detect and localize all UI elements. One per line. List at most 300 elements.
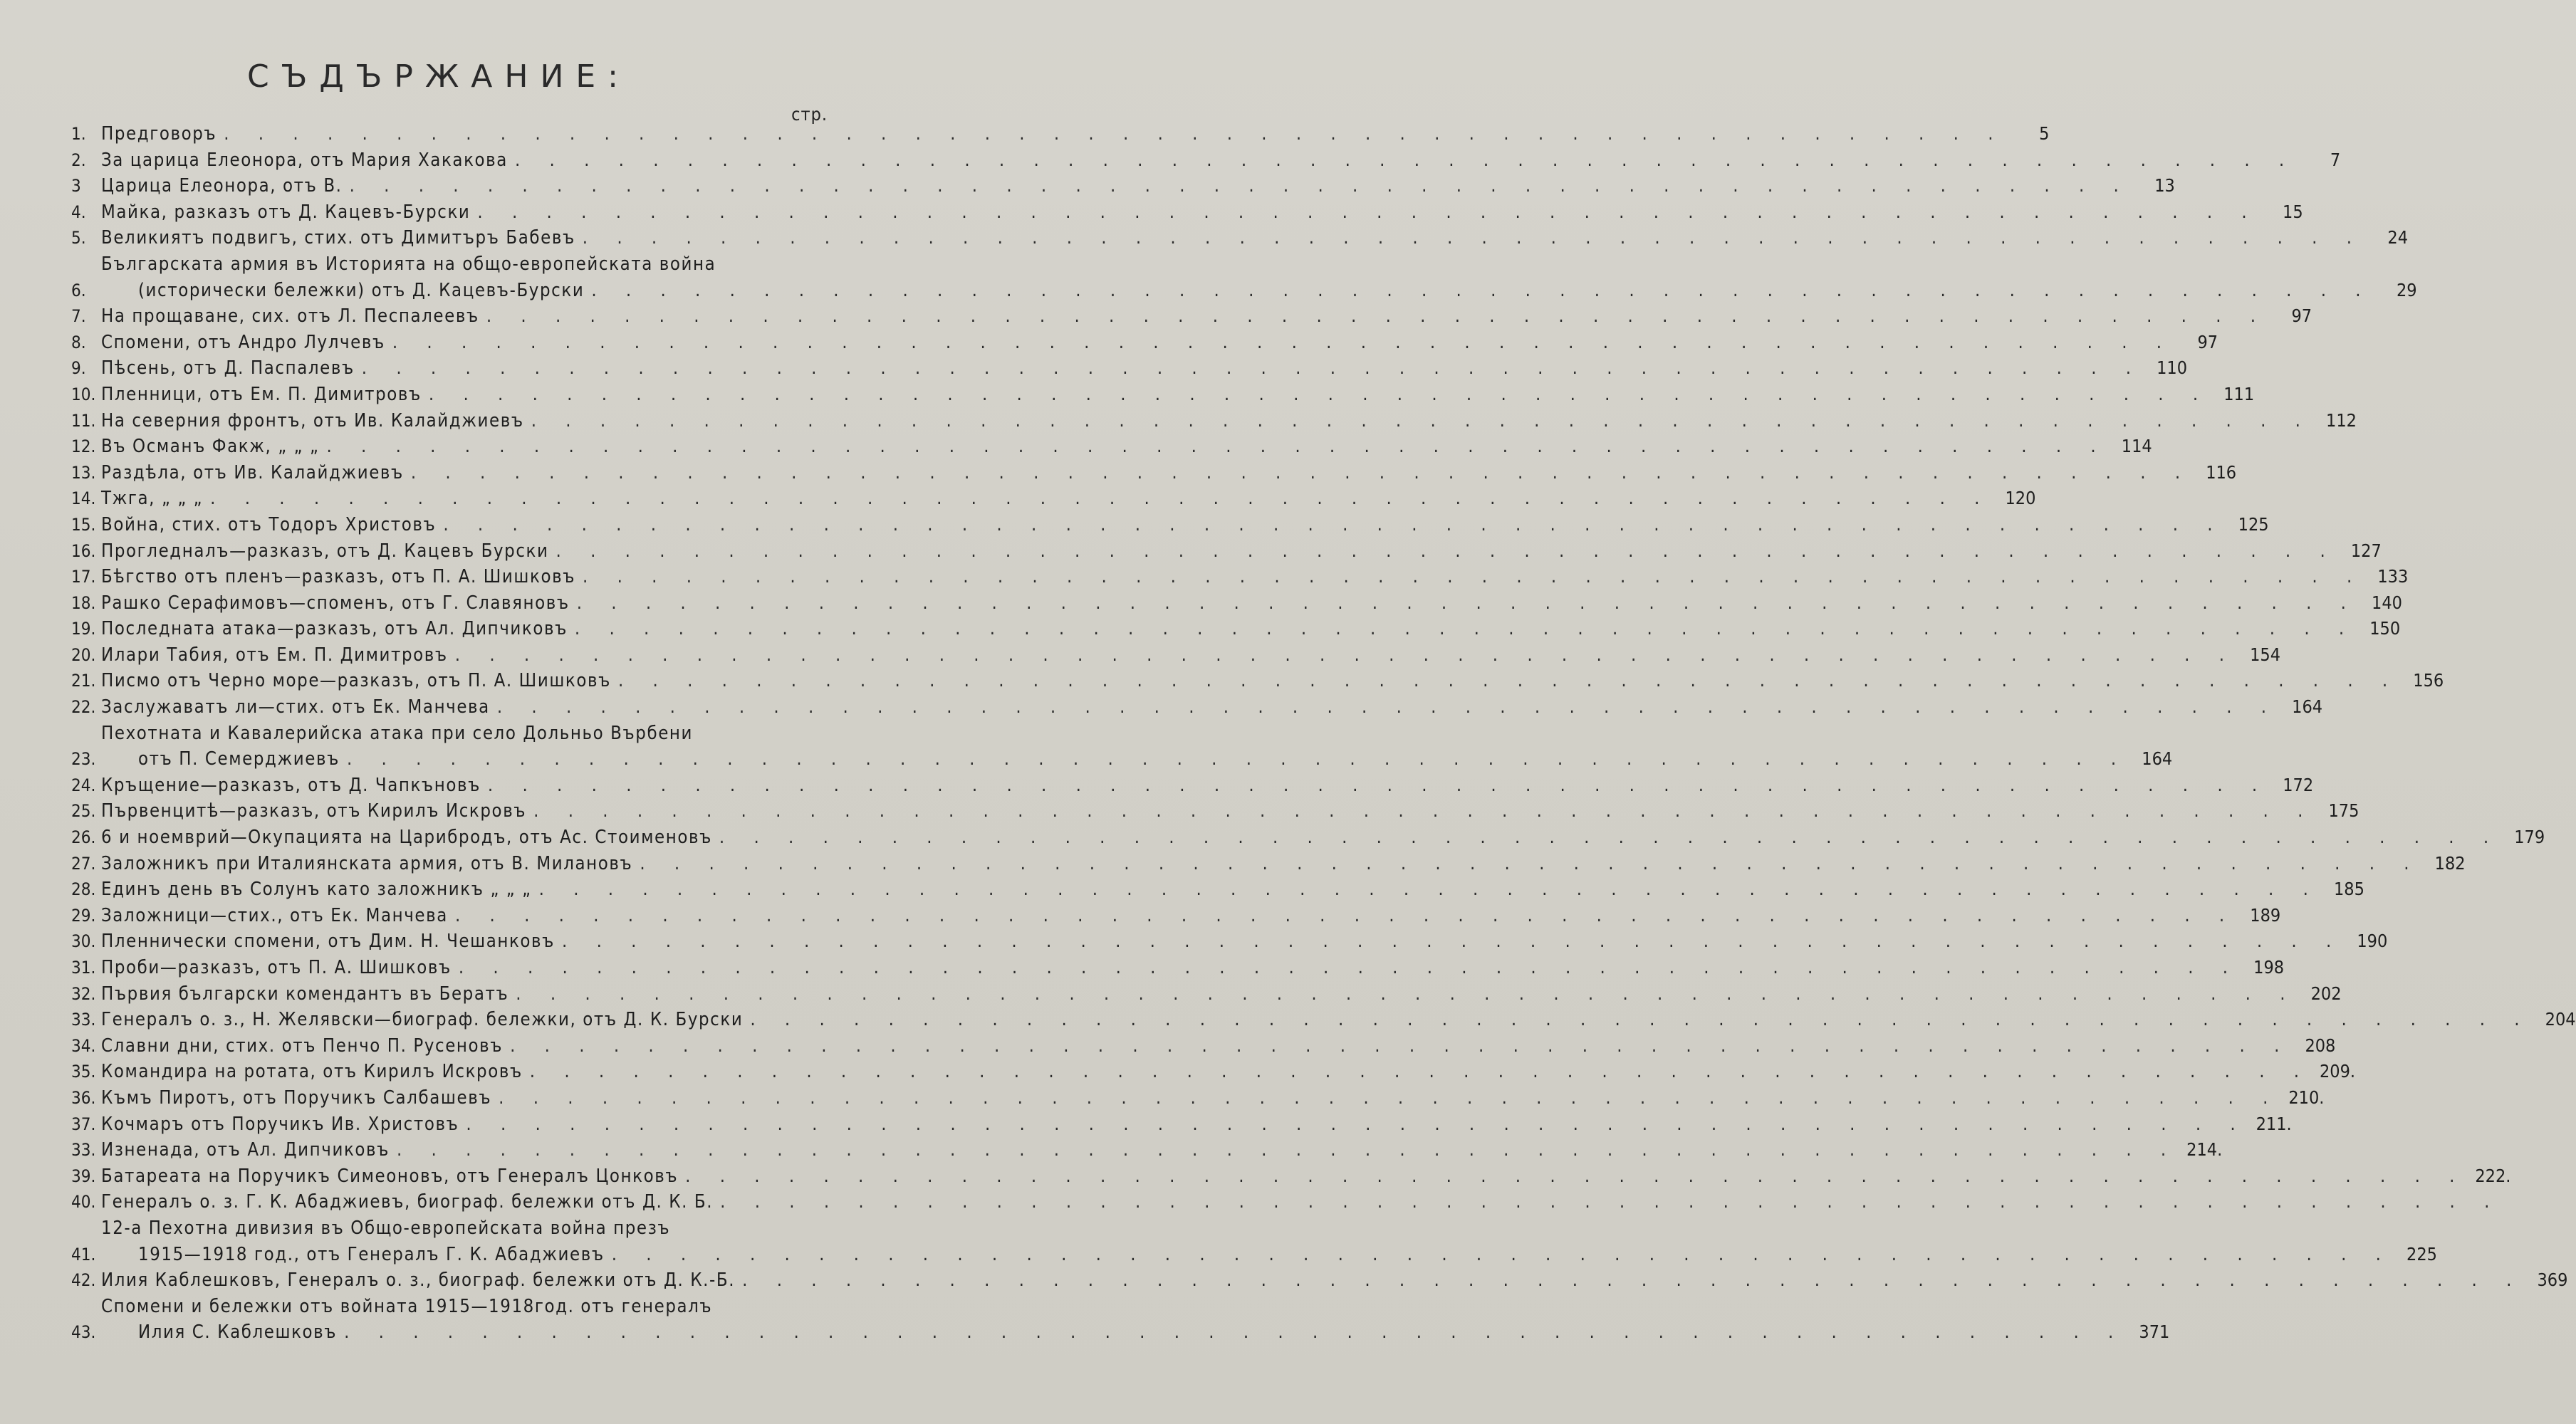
entry-line — [101, 460, 2192, 486]
page-number: 112 — [2326, 409, 2357, 431]
toc-entry — [71, 225, 2409, 251]
dot-leader: . . . . . . . . . . . . . . . . . . . . . . . . . . . . . . . . . . . . . . . . . . . . . . . . . . . . — [685, 1165, 2467, 1187]
entry-line — [101, 330, 2174, 356]
entry-text — [101, 721, 2128, 773]
entry-text — [101, 199, 2259, 226]
entry-text — [101, 1189, 2501, 1215]
entry-text — [101, 903, 2236, 929]
dot-leader: . . . . . . . . . . . . . . . . . . . . . . . . . . . . . . . . . . . . . . . . . . . . . . . . . . . . — [477, 201, 2259, 223]
dot-leader: . . . . . . . . . . . . . . . . . . . . . . . . . . . . . . . . . . . . . . . . . . . . . . . . . . . . — [466, 1113, 2248, 1135]
entry-line — [101, 199, 2259, 226]
entry-line — [101, 1319, 2125, 1346]
entry-number: 6. — [71, 280, 86, 300]
toc-entry — [71, 694, 2323, 721]
dot-leader: . . . . . . . . . . . . . . . . . . . . . . . . . . . . . . . . . . . . . . . . . . . . . . . . . . . . — [556, 540, 2337, 562]
entry-text — [101, 928, 2343, 955]
toc-entry — [71, 147, 2341, 174]
entry-line — [101, 642, 2236, 669]
toc-entry — [71, 1033, 2336, 1059]
page-number: 116 — [2206, 461, 2237, 483]
entry-line — [101, 798, 2315, 824]
entry-line — [101, 590, 2358, 617]
entry-number: 9. — [71, 358, 86, 379]
toc-entry — [71, 408, 2357, 434]
entry-line — [101, 1137, 2178, 1163]
page-number: 175 — [2328, 800, 2359, 822]
page-column-header: стр. — [791, 104, 828, 125]
entry-text — [101, 1267, 2523, 1294]
entry-title: На северния фронтъ, отъ Ив. Калайджиевъ — [101, 409, 524, 431]
entry-title: Пленнически спомени, отъ Дим. Н. Чешанковъ — [101, 931, 555, 953]
toc-entry — [71, 1085, 2325, 1111]
dot-leader: . . . . . . . . . . . . . . . . . . . . . . . . . . . . . . . . . . . . . . . . . . . . . . . . . . . . — [574, 618, 2357, 640]
page-number: 222. — [2475, 1165, 2511, 1186]
toc-entry — [71, 798, 2359, 824]
page-number: 190 — [2357, 931, 2388, 952]
dot-leader: . . . . . . . . . . . . . . . . . . . . . . . . . . . . . . . . . . . . . . . . . . . . . . . . . . . . — [224, 123, 2006, 145]
dot-leader: . . . . . . . . . . . . . . . . . . . . . . . . . . . . . . . . . . . . . . . . . . . . . . . . . . . . — [516, 983, 2298, 1005]
toc-entry — [71, 330, 2218, 356]
entry-text — [101, 1059, 2311, 1085]
page-number: 172 — [2283, 774, 2314, 795]
entry-text — [101, 147, 2296, 174]
entry-title: Батареата на Поручикъ Симеоновъ, отъ Генералъ Цонковъ — [101, 1165, 679, 1187]
entry-line — [101, 408, 2312, 434]
entry-text — [101, 1294, 2125, 1346]
page-number: 164 — [2142, 748, 2173, 770]
entry-title: Спомени, отъ Андро Лулчевъ — [101, 331, 385, 353]
page-number: 140 — [2372, 592, 2402, 613]
entry-title: Заложници—стих., отъ Ек. Манчева — [101, 904, 448, 926]
entry-line — [101, 1059, 2311, 1085]
page-number: 154 — [2250, 644, 2280, 665]
entry-line — [101, 1267, 2523, 1294]
page-number: 211. — [2256, 1113, 2292, 1134]
entry-line — [101, 903, 2236, 929]
entry-line — [101, 1163, 2466, 1190]
page-number: 97 — [2291, 305, 2312, 327]
entry-number: 23. — [71, 749, 96, 770]
entry-text — [101, 408, 2312, 434]
entry-title: Командира на ротата, отъ Кирилъ Искровъ — [101, 1061, 523, 1083]
entry-number: 10. — [71, 384, 96, 404]
entry-line — [101, 668, 2399, 694]
dot-leader: . . . . . . . . . . . . . . . . . . . . . . . . . . . . . . . . . . . . . . . . . . . . . . . . . . . . — [349, 175, 2131, 197]
toc-entry — [71, 1059, 2356, 1085]
entry-number: 26. — [71, 827, 96, 848]
entry-title: Въ Османъ Факж, „ „ „ — [101, 436, 320, 458]
entry-number: 30. — [71, 931, 96, 952]
toc-entry — [71, 824, 2545, 851]
page-number: 5 — [2039, 123, 2050, 144]
entry-text — [101, 1111, 2248, 1138]
entry-title: Заложникъ при Италиянската армия, отъ В. Милановъ — [101, 852, 633, 874]
entry-number: 13. — [71, 462, 96, 483]
dot-leader: . . . . . . . . . . . . . . . . . . . . . . . . . . . . . . . . . . . . . . . . . . . . . . . . . . . . — [487, 774, 2270, 796]
entry-text — [101, 642, 2236, 669]
toc-entry — [71, 512, 2269, 538]
entry-text — [101, 330, 2174, 356]
entry-title: (исторически бележки) отъ Д. Кацевъ-Бурски — [138, 279, 585, 301]
entry-title: 1915—1918 год., отъ Генералъ Г. К. Абаджиевъ — [138, 1243, 605, 1265]
entry-line — [101, 564, 2364, 590]
entry-line — [101, 1111, 2248, 1138]
entry-text — [101, 876, 2320, 903]
page-number: 209. — [2319, 1061, 2356, 1082]
entry-line — [101, 303, 2268, 330]
entry-title: Първия български комендантъ въ Бератъ — [101, 983, 509, 1005]
entry-number: 25. — [71, 801, 96, 822]
entry-title: Царица Елеонора, отъ В. — [101, 175, 343, 197]
entry-line — [101, 173, 2131, 199]
page-number: 369 — [2537, 1269, 2568, 1291]
entry-text — [101, 981, 2298, 1007]
entry-number: 22. — [71, 697, 96, 718]
entry-number: 34. — [71, 1035, 96, 1056]
page-number: 111 — [2223, 383, 2255, 404]
entry-title: Писмо отъ Черно море—разказъ, отъ П. А. Шишковъ — [101, 670, 611, 692]
page-number: 189 — [2250, 904, 2281, 926]
entry-title: Пѣсень, отъ Д. Паспалевъ — [101, 357, 355, 379]
entry-line — [101, 512, 2225, 538]
entry-number: 8. — [71, 332, 86, 352]
entry-text — [101, 590, 2358, 617]
entry-text — [101, 225, 2364, 251]
entry-line — [101, 694, 2278, 721]
dot-leader: . . . . . . . . . . . . . . . . . . . . . . . . . . . . . . . . . . . . . . . . . . . . . . . . . . . . — [496, 696, 2279, 718]
dot-leader: . . . . . . . . . . . . . . . . . . . . . . . . . . . . . . . . . . . . . . . . . . . . . . . . . . . . — [344, 1321, 2126, 1344]
entry-number: 31. — [71, 958, 96, 978]
dot-leader: . . . . . . . . . . . . . . . . . . . . . . . . . . . . . . . . . . . . . . . . . . . . . . . . . . . . — [611, 1243, 2393, 1265]
table-of-contents — [71, 121, 2576, 1346]
entry-title: 6 и ноемврий—Окупацията на Царибродъ, отъ Ас. Стоименовъ — [101, 827, 712, 849]
entry-line — [101, 434, 2108, 460]
page-number: 24 — [2387, 227, 2409, 248]
entry-text — [101, 564, 2364, 590]
entry-number: 39. — [71, 1166, 96, 1186]
entry-number: 7. — [71, 306, 86, 327]
toc-entry — [71, 1163, 2511, 1190]
entry-number: 28. — [71, 879, 96, 900]
toc-entry — [71, 382, 2255, 408]
entry-number: 15. — [71, 514, 96, 535]
entry-number: 42. — [71, 1270, 96, 1291]
entry-number: 14. — [71, 488, 96, 509]
entry-line — [101, 746, 2128, 773]
dot-leader: . . . . . . . . . . . . . . . . . . . . . . . . . . . . . . . . . . . . . . . . . . . . . . . . . . . . — [719, 827, 2501, 849]
entry-line — [101, 147, 2296, 174]
entry-line — [101, 278, 2373, 304]
entry-number: 41. — [71, 1244, 96, 1265]
entry-text — [101, 355, 2143, 382]
entry-number: 35. — [71, 1062, 96, 1082]
toc-entry — [71, 434, 2152, 460]
entry-title: Великиятъ подвигъ, стих. отъ Димитъръ Бабевъ — [101, 227, 575, 249]
dot-leader: . . . . . . . . . . . . . . . . . . . . . . . . . . . . . . . . . . . . . . . . . . . . . . . . . . . . — [538, 879, 2320, 901]
entry-title: Тжга, „ „ „ — [101, 488, 204, 510]
entry-title: Прогледналъ—разказъ, отъ Д. Кацевъ Бурски — [101, 540, 549, 562]
toc-entry — [71, 668, 2444, 694]
entry-number: 1. — [71, 124, 86, 144]
entry-number: 29. — [71, 905, 96, 926]
entry-number: 40. — [71, 1192, 96, 1213]
entry-title: Генералъ о. з. Г. К. Абаджиевъ, биограф. бележки отъ Д. К. Б. — [101, 1191, 714, 1213]
entry-number: 24. — [71, 775, 96, 795]
entry-text — [101, 798, 2315, 824]
dot-leader: . . . . . . . . . . . . . . . . . . . . . . . . . . . . . . . . . . . . . . . . . . . . . . . . . . . . — [510, 1035, 2292, 1057]
dot-leader: . . . . . . . . . . . . . . . . . . . . . . . . . . . . . . . . . . . . . . . . . . . . . . . . . . . . — [428, 383, 2211, 405]
entry-title: отъ П. Семерджиевъ — [138, 748, 340, 770]
toc-entry — [71, 1137, 2223, 1163]
entry-text — [101, 434, 2108, 460]
dot-leader: . . . . . . . . . . . . . . . . . . . . . . . . . . . . . . . . . . . . . . . . . . . . . . . . . . . . — [750, 1009, 2532, 1031]
entry-line: Пехотната и Кавалерийска атака при село Дольньо Върбени — [101, 722, 694, 744]
toc-entry — [71, 1189, 2502, 1215]
toc-entry — [71, 199, 2303, 226]
page-number: 156 — [2413, 670, 2444, 691]
page-number: 208 — [2305, 1035, 2336, 1056]
dot-leader: . . . . . . . . . . . . . . . . . . . . . . . . . . . . . . . . . . . . . . . . . . . . . . . . . . . . — [720, 1191, 2502, 1213]
page-number: 210. — [2288, 1087, 2325, 1108]
entry-number: 19. — [71, 619, 96, 639]
entry-title: Кръщение—разказъ, отъ Д. Чапкъновъ — [101, 774, 481, 796]
entry-title: Война, стих. отъ Тодоръ Христовъ — [101, 513, 437, 535]
page-number: 29 — [2396, 279, 2417, 300]
dot-leader: . . . . . . . . . . . . . . . . . . . . . . . . . . . . . . . . . . . . . . . . . . . . . . . . . . . . — [529, 1061, 2312, 1083]
entry-number: 37. — [71, 1114, 96, 1134]
entry-text — [101, 955, 2240, 981]
entry-line — [101, 121, 2005, 147]
entry-title: Илия С. Каблешковъ — [138, 1321, 338, 1344]
toc-entry — [71, 616, 2401, 642]
entry-number: 17. — [71, 567, 96, 587]
entry-text — [101, 851, 2421, 877]
entry-line — [101, 773, 2269, 799]
entry-text — [101, 303, 2268, 330]
dot-leader: . . . . . . . . . . . . . . . . . . . . . . . . . . . . . . . . . . . . . . . . . . . . . . . . . . . . — [514, 149, 2297, 171]
toc-entry — [71, 773, 2314, 799]
entry-line: Спомени и бележки отъ войната 1915—1918год. отъ генералъ — [101, 1295, 713, 1317]
entry-title: Предговоръ — [101, 123, 217, 145]
page-number: 110 — [2157, 357, 2188, 379]
entry-text — [101, 538, 2337, 565]
entry-number: 3 — [71, 176, 81, 197]
entry-text — [101, 773, 2269, 799]
dot-leader: . . . . . . . . . . . . . . . . . . . . . . . . . . . . . . . . . . . . . . . . . . . . . . . . . . . . — [499, 1087, 2280, 1109]
page-number: 97 — [2197, 331, 2218, 352]
entry-title: Рашко Серафимовъ—споменъ, отъ Г. Славяновъ — [101, 592, 570, 614]
page-number: 202 — [2310, 983, 2342, 1004]
page-number: 214. — [2186, 1139, 2223, 1161]
entry-title: Заслужаватъ ли—стих. отъ Ек. Манчева — [101, 696, 490, 718]
entry-title: Раздѣла, отъ Ив. Калайджиевъ — [101, 461, 404, 483]
entry-line — [101, 1242, 2393, 1268]
entry-number: 20. — [71, 644, 96, 665]
entry-line — [101, 225, 2364, 251]
entry-text — [101, 173, 2131, 199]
entry-text — [101, 251, 2373, 303]
dot-leader: . . . . . . . . . . . . . . . . . . . . . . . . . . . . . . . . . . . . . . . . . . . . . . . . . . . . — [458, 957, 2241, 978]
entry-text — [101, 512, 2225, 538]
toc-entry — [71, 251, 2417, 303]
toc-entry — [71, 851, 2466, 877]
entry-number: 16. — [71, 540, 96, 561]
entry-text — [101, 1215, 2393, 1267]
entry-title: Бѣгство отъ пленъ—разказъ, отъ П. А. Шишковъ — [101, 566, 576, 588]
dot-leader: . . . . . . . . . . . . . . . . . . . . . . . . . . . . . . . . . . . . . . . . . . . . . . . . . . . . — [346, 748, 2129, 770]
entry-text — [101, 1007, 2532, 1033]
dot-leader: . . . . . . . . . . . . . . . . . . . . . . . . . . . . . . . . . . . . . . . . . . . . . . . . . . . . — [591, 279, 2373, 301]
toc-entry — [71, 981, 2342, 1007]
toc-entry — [71, 486, 2036, 512]
entry-title: Пленници, отъ Ем. П. Димитровъ — [101, 383, 422, 405]
entry-title: Къмъ Пиротъ, отъ Поручикъ Салбашевъ — [101, 1087, 492, 1109]
page-title: СЪДЪРЖАНИЕ: — [246, 58, 630, 95]
page-number: 114 — [2121, 436, 2152, 457]
entry-title: Илари Табия, отъ Ем. П. Димитровъ — [101, 644, 448, 666]
page-number: 127 — [2350, 540, 2382, 561]
toc-entry — [71, 1267, 2568, 1294]
entry-title: Първенцитѣ—разказъ, отъ Кирилъ Искровъ — [101, 800, 527, 822]
entry-line — [101, 851, 2421, 877]
dot-leader: . . . . . . . . . . . . . . . . . . . . . . . . . . . . . . . . . . . . . . . . . . . . . . . . . . . . — [583, 566, 2364, 588]
dot-leader: . . . . . . . . . . . . . . . . . . . . . . . . . . . . . . . . . . . . . . . . . . . . . . . . . . . . — [454, 644, 2236, 666]
entry-line — [101, 1085, 2280, 1111]
entry-number: 11. — [71, 410, 96, 431]
page-number: 133 — [2377, 566, 2409, 587]
entry-text — [101, 1163, 2466, 1190]
dot-leader: . . . . . . . . . . . . . . . . . . . . . . . . . . . . . . . . . . . . . . . . . . . . . . . . . . . . — [392, 331, 2174, 353]
toc-entry — [71, 173, 2175, 199]
entry-line — [101, 1189, 2501, 1215]
toc-entry — [71, 1215, 2437, 1267]
toc-entry — [71, 721, 2173, 773]
entry-title: Славни дни, стих. отъ Пенчо П. Русеновъ — [101, 1035, 504, 1057]
page-number: 13 — [2154, 175, 2175, 197]
entry-text — [101, 1033, 2291, 1059]
dot-leader: . . . . . . . . . . . . . . . . . . . . . . . . . . . . . . . . . . . . . . . . . . . . . . . . . . . . — [533, 800, 2315, 822]
dot-leader: . . . . . . . . . . . . . . . . . . . . . . . . . . . . . . . . . . . . . . . . . . . . . . . . . . . . — [531, 409, 2312, 431]
entry-title: Единъ день въ Солунъ като заложникъ „ „ „ — [101, 879, 532, 901]
entry-number: 43. — [71, 1322, 96, 1343]
toc-entry — [71, 564, 2409, 590]
entry-number: 32. — [71, 983, 96, 1004]
toc-entry — [71, 642, 2280, 669]
entry-line: 12-а Пехотна дивизия въ Общо-европейската война презъ — [101, 1217, 671, 1239]
dot-leader: . . . . . . . . . . . . . . . . . . . . . . . . . . . . . . . . . . . . . . . . . . . . . . . . . . . . — [454, 904, 2237, 926]
page-number: 15 — [2283, 201, 2303, 222]
entry-number: 4. — [71, 201, 86, 222]
entry-title: На прощаване, сих. отъ Л. Песпалеевъ — [101, 305, 479, 328]
entry-number: 36. — [71, 1087, 96, 1108]
entry-text — [101, 382, 2210, 408]
entry-text — [101, 121, 2005, 147]
dot-leader: . . . . . . . . . . . . . . . . . . . . . . . . . . . . . . . . . . . . . . . . . . . . . . . . . . . . — [210, 488, 1992, 510]
entry-line — [101, 876, 2320, 903]
entry-title: Майка, разказъ отъ Д. Кацевъ-Бурски — [101, 201, 471, 223]
entry-text — [101, 1137, 2178, 1163]
page-number: 182 — [2434, 852, 2466, 874]
dot-leader: . . . . . . . . . . . . . . . . . . . . . . . . . . . . . . . . . . . . . . . . . . . . . . . . . . . . — [443, 513, 2225, 535]
entry-line — [101, 486, 1991, 512]
toc-entry — [71, 538, 2382, 565]
entry-number: 33. — [71, 1140, 96, 1161]
entry-text — [101, 486, 1991, 512]
dot-leader: . . . . . . . . . . . . . . . . . . . . . . . . . . . . . . . . . . . . . . . . . . . . . . . . . . . . — [742, 1269, 2524, 1292]
entry-line — [101, 955, 2240, 981]
entry-line — [101, 616, 2356, 642]
toc-entry — [71, 928, 2388, 955]
entry-line — [101, 1033, 2291, 1059]
dot-leader: . . . . . . . . . . . . . . . . . . . . . . . . . . . . . . . . . . . . . . . . . . . . . . . . . . . . — [396, 1139, 2179, 1161]
dot-leader: . . . . . . . . . . . . . . . . . . . . . . . . . . . . . . . . . . . . . . . . . . . . . . . . . . . . — [562, 931, 2344, 953]
page-number: 7 — [2330, 149, 2341, 170]
toc-entry — [71, 121, 2050, 147]
dot-leader: . . . . . . . . . . . . . . . . . . . . . . . . . . . . . . . . . . . . . . . . . . . . . . . . . . . . — [640, 852, 2421, 874]
dot-leader: . . . . . . . . . . . . . . . . . . . . . . . . . . . . . . . . . . . . . . . . . . . . . . . . . . . . — [326, 436, 2108, 458]
entry-line — [101, 355, 2143, 382]
entry-line — [101, 538, 2337, 565]
toc-entry — [71, 955, 2285, 981]
entry-title: За царица Елеонора, отъ Мария Хакакова — [101, 149, 508, 171]
entry-number: 5. — [71, 228, 86, 248]
page-number: 120 — [2005, 488, 2036, 509]
entry-title: Илия Каблешковъ, Генералъ о. з., биограф. бележки отъ Д. К.-Б. — [101, 1269, 736, 1292]
dot-leader: . . . . . . . . . . . . . . . . . . . . . . . . . . . . . . . . . . . . . . . . . . . . . . . . . . . . — [617, 670, 2400, 692]
toc-entry — [71, 303, 2312, 330]
toc-entry — [71, 1294, 2170, 1346]
dot-leader: . . . . . . . . . . . . . . . . . . . . . . . . . . . . . . . . . . . . . . . . . . . . . . . . . . . . — [576, 592, 2358, 614]
page-number: 125 — [2238, 513, 2269, 535]
dot-leader: . . . . . . . . . . . . . . . . . . . . . . . . . . . . . . . . . . . . . . . . . . . . . . . . . . . . — [486, 305, 2268, 328]
dot-leader: . . . . . . . . . . . . . . . . . . . . . . . . . . . . . . . . . . . . . . . . . . . . . . . . . . . . — [582, 227, 2364, 249]
page-number: 204 — [2545, 1009, 2576, 1030]
toc-entry — [71, 1007, 2576, 1033]
toc-entry — [71, 460, 2237, 486]
entry-line — [101, 382, 2210, 408]
entry-text — [101, 616, 2356, 642]
entry-text — [101, 824, 2501, 851]
entry-text — [101, 694, 2278, 721]
entry-title: Кочмаръ отъ Поручикъ Ив. Христовъ — [101, 1113, 459, 1135]
entry-text — [101, 668, 2399, 694]
toc-entry — [71, 1111, 2292, 1138]
toc-entry — [71, 903, 2281, 929]
page-number: 225 — [2406, 1243, 2437, 1265]
page-number: 164 — [2292, 696, 2323, 718]
entry-title: Генералъ о. з., Н. Желявски—биограф. бележки, отъ Д. К. Бурски — [101, 1009, 744, 1031]
entry-title: Изненада, отъ Ал. Дипчиковъ — [101, 1139, 390, 1161]
page-number: 150 — [2369, 618, 2401, 639]
entry-title: Проби—разказъ, отъ П. А. Шишковъ — [101, 957, 452, 978]
entry-number: 12. — [71, 436, 96, 457]
toc-entry — [71, 590, 2402, 617]
toc-entry — [71, 876, 2364, 903]
page-number: 185 — [2333, 879, 2364, 900]
entry-text — [101, 1085, 2280, 1111]
entry-title: Последната атака—разказъ, отъ Ал. Дипчиковъ — [101, 618, 568, 640]
entry-number: 33. — [71, 1010, 96, 1030]
dot-leader: . . . . . . . . . . . . . . . . . . . . . . . . . . . . . . . . . . . . . . . . . . . . . . . . . . . . — [410, 461, 2193, 483]
page-number: 371 — [2139, 1321, 2170, 1343]
entry-number: 27. — [71, 853, 96, 874]
page-number: 198 — [2253, 957, 2285, 978]
entry-line: Българската армия въ Историята на общо-европейската война — [101, 253, 716, 275]
entry-number: 18. — [71, 592, 96, 613]
entry-line — [101, 1007, 2532, 1033]
dot-leader: . . . . . . . . . . . . . . . . . . . . . . . . . . . . . . . . . . . . . . . . . . . . . . . . . . . . — [361, 357, 2144, 379]
page-number: 179 — [2514, 827, 2545, 848]
